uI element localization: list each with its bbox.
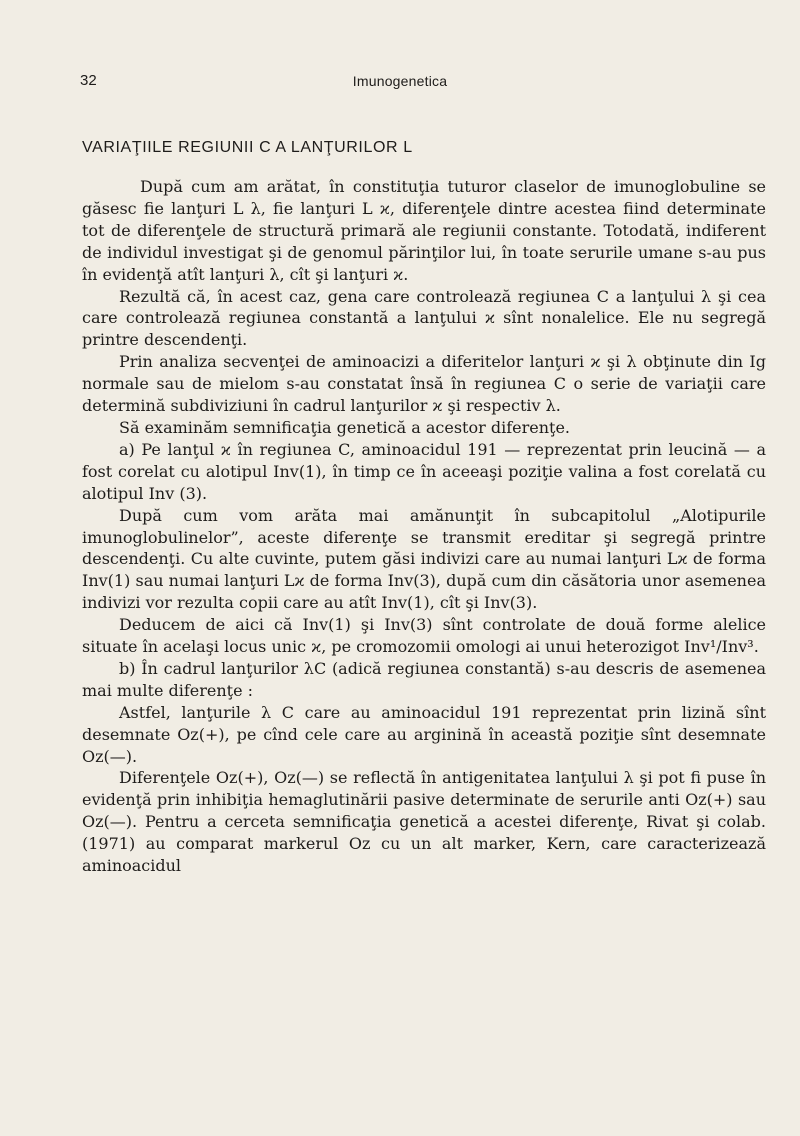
section-title: VARIAŢIILE REGIUNII C A LANŢURILOR L bbox=[82, 139, 413, 156]
page-number: 32 bbox=[80, 72, 97, 89]
paragraph: Să examinăm semnificaţia genetică a acestor diferenţe. bbox=[119, 417, 570, 437]
paragraph: Deducem de aici că Inv(1) şi Inv(3) sînt controlate de două forme alelice situate în acelaşi locus unic ϰ, pe cromozomii omologi ai unui heterozigot Inv¹/Inv³. bbox=[82, 615, 766, 657]
paragraph: După cum am arătat, în constituţia tuturor claselor de imunoglobuline se găsesc fie lanţuri L λ, fie lanţuri L ϰ, diferenţele dintre acestea fiind determinate tot de diferenţele de structură primară ale regiunii constante. Totodată, indiferent de individul investigat şi de genomul părinţilor lui, în toate serurile umane s-au pus în evidenţă atît lanţuri λ, cît şi lanţuri ϰ. bbox=[82, 177, 766, 284]
paragraph: Astfel, lanţurile λ C care au aminoacidul 191 reprezentat prin lizină sînt desemnate Oz(+), pe cînd cele care au arginină în această poziţie sînt desemnate Oz(—). bbox=[82, 702, 766, 766]
body-text bbox=[82, 176, 766, 877]
paragraph: b) În cadrul lanţurilor λC (adică regiunea constantă) s-au descris de asemenea mai multe diferenţe : bbox=[82, 658, 766, 700]
paragraph: După cum vom arăta mai amănunţit în subcapitolul „Alotipurile imunoglobulinelor”, aceste diferenţe se transmit ereditar şi segregă printre descendenţi. Cu alte cuvinte, putem găsi indivizi care au numai lanţuri Lϰ de forma Inv(1) sau numai lanţuri Lϰ de forma Inv(3), după cum din căsătoria unor asemenea indivizi vor rezulta copii care au atît Inv(1), cît şi Inv(3). bbox=[82, 505, 766, 613]
paragraph: Prin analiza secvenţei de aminoacizi a diferitelor lanţuri ϰ şi λ obţinute din Ig normale sau de mielom s-au constatat însă în regiunea C o serie de variaţii care determină subdiviziuni în cadrul lanţurilor ϰ şi respectiv λ. bbox=[82, 352, 766, 416]
running-header: Imunogenetica bbox=[352, 73, 448, 89]
paragraph: a) Pe lanţul ϰ în regiunea C, aminoacidul 191 — reprezentat prin leucină — a fost corelat cu alotipul Inv(1), în timp ce în aceeaşi poziţie valina a fost corelată cu alotipul Inv (3). bbox=[82, 439, 766, 503]
paragraph: Rezultă că, în acest caz, gena care controlează regiunea C a lanţului λ şi cea care controlează regiunea constantă a lanţului ϰ sînt nonalelice. Ele nu segregă printre descendenţi. bbox=[82, 286, 766, 350]
paragraph: Diferenţele Oz(+), Oz(—) se reflectă în antigenitatea lanţului λ şi pot fi puse în evidenţă prin inhibiţia hemaglutinării pasive determinate de serurile anti Oz(+) sau Oz(—). Pentru a cerceta semnificaţia genetică a acestei diferenţe, Rivat şi colab. (1971) au comparat markerul Oz cu un alt marker, Kern, care caracterizează aminoacidul bbox=[82, 768, 766, 876]
